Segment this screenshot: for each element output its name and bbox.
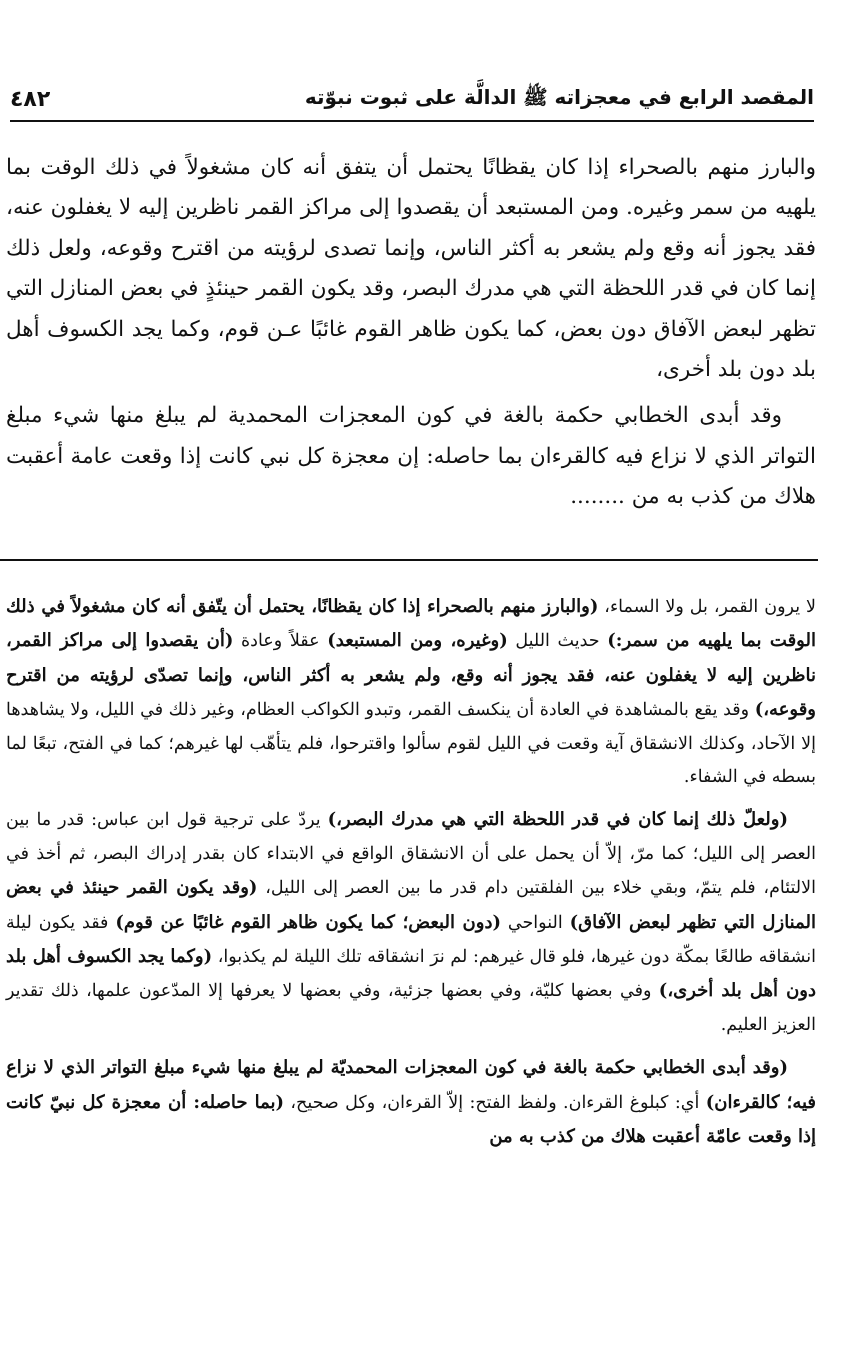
running-header	[10, 78, 814, 122]
commentary-text: وفي بعضها كليّة، وفي بعضها جزئية، وفي بعضها لا يعرفها إلا المدّعون علمها، ذلك تقدير العزيز العليم.	[6, 981, 816, 1035]
commentary	[6, 590, 816, 1164]
quoted-matn: (وغيره، ومن المستبعد)	[327, 630, 508, 652]
commentary-text: يردّ على ترجية قول ابن عباس: قدر ما بين العصر إلى الليل؛ كما مرّ، إلاّ أن يحمل على أن الانشقاق الواقع في الابتداء كان بقدر إدراك البصر، ثم أخذ في الالتئام، فلم يتمّ، وبقي خلاء بين الفلقتين دام قدر ما بين العصر إلى الليل،	[6, 810, 816, 899]
quoted-matn: (أن يقصدوا إلى مراكز القمر، ناظرين إليه لا يغفلون عنه، فقد يجوز أنه وقع، ولم يشعر به أكثر الناس، وإنما تصدّى لرؤيته من اقترح وقوعه،)	[6, 630, 816, 721]
commentary-text: النواحي	[501, 912, 570, 933]
commentary-text: عقلاً وعادة	[233, 631, 328, 652]
commentary-paragraph-1	[6, 590, 816, 794]
main-text	[6, 148, 816, 518]
commentary-text: فقد يكون ليلة انشقاقه طالعًا بمكّة دون غيرها، فلو قال غيرهم: لم نرَ انشقاقه تلك الليلة لم يكذبوا،	[6, 912, 816, 968]
main-paragraph-2: وقد أبدى الخطابي حكمة بالغة في كون المعجزات المحمدية لم يبلغ منها شيء مبلغ التواتر الذي لا نزاع فيه كالقرءان بما حاصله: إن معجزة كل نبي كانت إذا وقعت عامة أعقبت هلاك من كذب به من ........	[6, 403, 816, 510]
commentary-paragraph-2	[6, 803, 816, 1042]
commentary-text: أي: كبلوغ القرءان. ولفظ الفتح: إلاّ القرءان، وكل صحيح،	[284, 1092, 706, 1113]
main-paragraph-1: والبارز منهم بالصحراء إذا كان يقظانًا يحتمل أن يتفق أنه كان مشغولاً في ذلك الوقت بما يلهيه من سمر وغيره. ومن المستبعد أن يقصدوا إلى مراكز القمر ناظرين إليه لا يغفلون عنه، فقد يجوز أنه وقع ولم يشعر به أكثر الناس، وإنما تصدى لرؤيته من اقترح وقوعه، ولعل ذلك إنما كان في قدر اللحظة التي هي مدرك البصر، وقد يكون القمر حينئذٍ في بعض المنازل التي تظهر لبعض الآفاق دون بعض، كما يكون ظاهر القوم غائبًا عـن قوم، وكما يجد الكسوف أهل بلد دون بلد أخرى،	[6, 155, 816, 383]
commentary-text: وقد يقع بالمشاهدة في العادة أن ينكسف القمر، وتبدو الكواكب العظام، وغير ذلك في الليل، ولا يشاهدها إلا الآحاد، وكذلك الانشقاق آية وقعت في الليل لقوم سألوا واقترحوا، فلم يتأهّب لها غيرهم؛ كما في الفتح، تبعًا لما بسطه في الشفاء.	[6, 700, 816, 788]
page-number: ٤٨٢	[10, 86, 51, 112]
commentary-paragraph-3	[6, 1051, 816, 1154]
quoted-matn: (والبارز منهم بالصحراء إذا كان يقظانًا، يحتمل أن يتّفق أنه كان مشغولاً في ذلك الوقت بما يلهيه من سمر:)	[6, 596, 816, 652]
quoted-matn: (ولعلّ ذلك إنما كان في قدر اللحظة التي هي مدرك البصر،)	[327, 809, 789, 831]
quoted-matn: (وقد يكون القمر حينئذ في بعض المنازل التي تظهر لبعض الآفاق)	[6, 877, 816, 933]
quoted-matn: (وقد أبدى الخطابي حكمة بالغة في كون المعجزات المحمديّة لم يبلغ منها شيء مبلغ التواتر الذي لا نزاع فيه؛ كالقرءان)	[6, 1057, 817, 1113]
commentary-text: حديث الليل	[507, 631, 608, 652]
commentary-text: لا يرون القمر، بل ولا السماء،	[598, 597, 816, 617]
footnote-separator	[0, 559, 818, 561]
quoted-matn: (وكما يجد الكسوف أهل بلد دون أهل بلد أخرى،)	[6, 946, 816, 1002]
quoted-matn: (بما حاصله: أن معجزة كل نبيّ كانت إذا وقعت عامّة أعقبت هلاك من كذب به من	[6, 1091, 816, 1148]
quoted-matn: (دون البعض؛ كما يكون ظاهر القوم غائبًا عن قوم)	[115, 911, 501, 933]
running-title: المقصد الرابع في معجزاته ﷺ الدالَّة على ثبوت نبوّته	[304, 84, 814, 109]
